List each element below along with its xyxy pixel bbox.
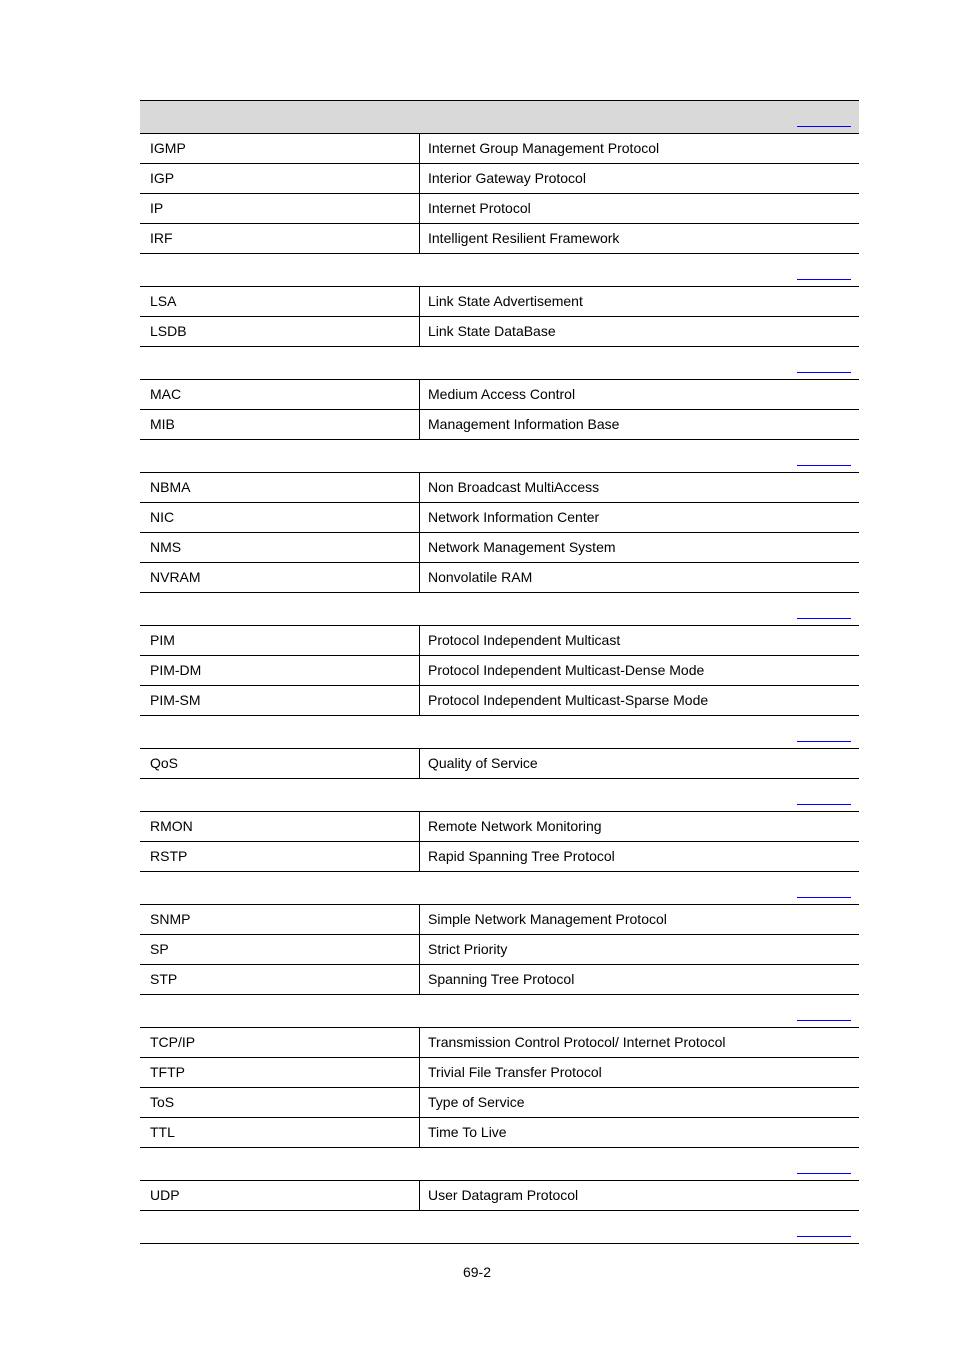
abbreviation-cell: MAC (140, 380, 420, 409)
abbreviation-cell: NMS (140, 533, 420, 562)
table-row (140, 164, 859, 194)
full-name-cell: Trivial File Transfer Protocol (428, 1064, 602, 1080)
abbreviation-cell: TCP/IP (140, 1028, 420, 1057)
table-row (140, 1181, 859, 1211)
table-row (140, 656, 859, 686)
group-header (140, 593, 859, 626)
abbreviation-cell: MIB (140, 410, 420, 439)
table-row (140, 380, 859, 410)
table-row (140, 749, 859, 779)
full-name-cell: Protocol Independent Multicast-Dense Mode (428, 662, 705, 678)
group-header (140, 440, 859, 473)
table-row (140, 410, 859, 440)
abbreviation-cell: LSA (140, 287, 420, 316)
abbreviation-cell: STP (140, 965, 420, 994)
abbreviation-cell: IP (140, 194, 420, 223)
full-name-cell: Internet Group Management Protocol (428, 140, 660, 156)
table-row (140, 812, 859, 842)
full-name-cell: Network Information Center (428, 509, 600, 525)
top-link[interactable] (797, 1020, 851, 1021)
table-row (140, 194, 859, 224)
top-link[interactable] (797, 741, 851, 742)
table-row (140, 533, 859, 563)
full-name-cell: Interior Gateway Protocol (428, 170, 586, 186)
full-name-cell: Non Broadcast MultiAccess (428, 479, 600, 495)
top-link[interactable] (797, 897, 851, 898)
full-name-cell: Link State DataBase (428, 323, 556, 339)
table-row (140, 134, 859, 164)
full-name-cell: Spanning Tree Protocol (428, 971, 575, 987)
table-row (140, 1028, 859, 1058)
abbreviation-cell: ToS (140, 1088, 420, 1117)
table-row (140, 503, 859, 533)
full-name-cell: Medium Access Control (428, 386, 576, 402)
full-name-cell: Rapid Spanning Tree Protocol (428, 848, 615, 864)
table-row (140, 965, 859, 995)
table-row (140, 1058, 859, 1088)
table-row (140, 935, 859, 965)
abbreviation-cell: RSTP (140, 842, 420, 871)
table-row (140, 1088, 859, 1118)
abbreviation-cell: NVRAM (140, 563, 420, 592)
table-row (140, 224, 859, 254)
top-link[interactable] (797, 465, 851, 466)
abbreviation-cell: IGMP (140, 134, 420, 163)
table-row (140, 473, 859, 503)
abbreviation-cell: IGP (140, 164, 420, 193)
full-name-cell: Strict Priority (428, 941, 508, 957)
abbreviation-cell: QoS (140, 749, 420, 778)
full-name-cell: Nonvolatile RAM (428, 569, 533, 585)
abbreviation-cell: SP (140, 935, 420, 964)
top-link[interactable] (797, 1173, 851, 1174)
full-name-cell: Protocol Independent Multicast-Sparse Mode (428, 692, 709, 708)
top-link[interactable] (797, 126, 851, 127)
top-link[interactable] (797, 1236, 851, 1237)
full-name-cell: Quality of Service (428, 755, 538, 771)
group-header (140, 254, 859, 287)
full-name-cell: Management Information Base (428, 416, 620, 432)
abbreviation-cell: RMON (140, 812, 420, 841)
abbreviation-cell: TFTP (140, 1058, 420, 1087)
abbreviation-cell: IRF (140, 224, 420, 253)
abbreviation-cell: PIM (140, 626, 420, 655)
full-name-cell: Protocol Independent Multicast (428, 632, 621, 648)
abbreviation-cell: PIM-DM (140, 656, 420, 685)
top-link[interactable] (797, 279, 851, 280)
top-link[interactable] (797, 804, 851, 805)
abbreviation-cell: SNMP (140, 905, 420, 934)
group-header (140, 1211, 859, 1244)
full-name-cell: Intelligent Resilient Framework (428, 230, 620, 246)
full-name-cell: Time To Live (428, 1124, 507, 1140)
abbreviation-cell: NIC (140, 503, 420, 532)
abbreviation-cell: TTL (140, 1118, 420, 1147)
full-name-cell: Type of Service (428, 1094, 525, 1110)
group-header (140, 347, 859, 380)
abbreviation-cell: NBMA (140, 473, 420, 502)
group-header (140, 872, 859, 905)
full-name-cell: Link State Advertisement (428, 293, 583, 309)
abbreviation-cell: PIM-SM (140, 686, 420, 715)
group-header (140, 100, 859, 134)
page-number: 69-2 (462, 1264, 492, 1280)
top-link[interactable] (797, 372, 851, 373)
table-row (140, 626, 859, 656)
table-row (140, 905, 859, 935)
full-name-cell: Internet Protocol (428, 200, 531, 216)
top-link[interactable] (797, 618, 851, 619)
table-row (140, 563, 859, 593)
table-row (140, 1118, 859, 1148)
full-name-cell: Simple Network Management Protocol (428, 911, 667, 927)
table-row (140, 686, 859, 716)
abbreviations-table (140, 100, 859, 1244)
group-header (140, 779, 859, 812)
full-name-cell: Transmission Control Protocol/ Internet Protocol (428, 1034, 726, 1050)
abbreviation-cell: UDP (140, 1181, 420, 1210)
full-name-cell: Remote Network Monitoring (428, 818, 602, 834)
abbreviation-cell: LSDB (140, 317, 420, 346)
full-name-cell: Network Management System (428, 539, 616, 555)
table-row (140, 317, 859, 347)
table-row (140, 287, 859, 317)
full-name-cell: User Datagram Protocol (428, 1187, 579, 1203)
group-header (140, 1148, 859, 1181)
table-row (140, 842, 859, 872)
group-header (140, 995, 859, 1028)
group-header (140, 716, 859, 749)
